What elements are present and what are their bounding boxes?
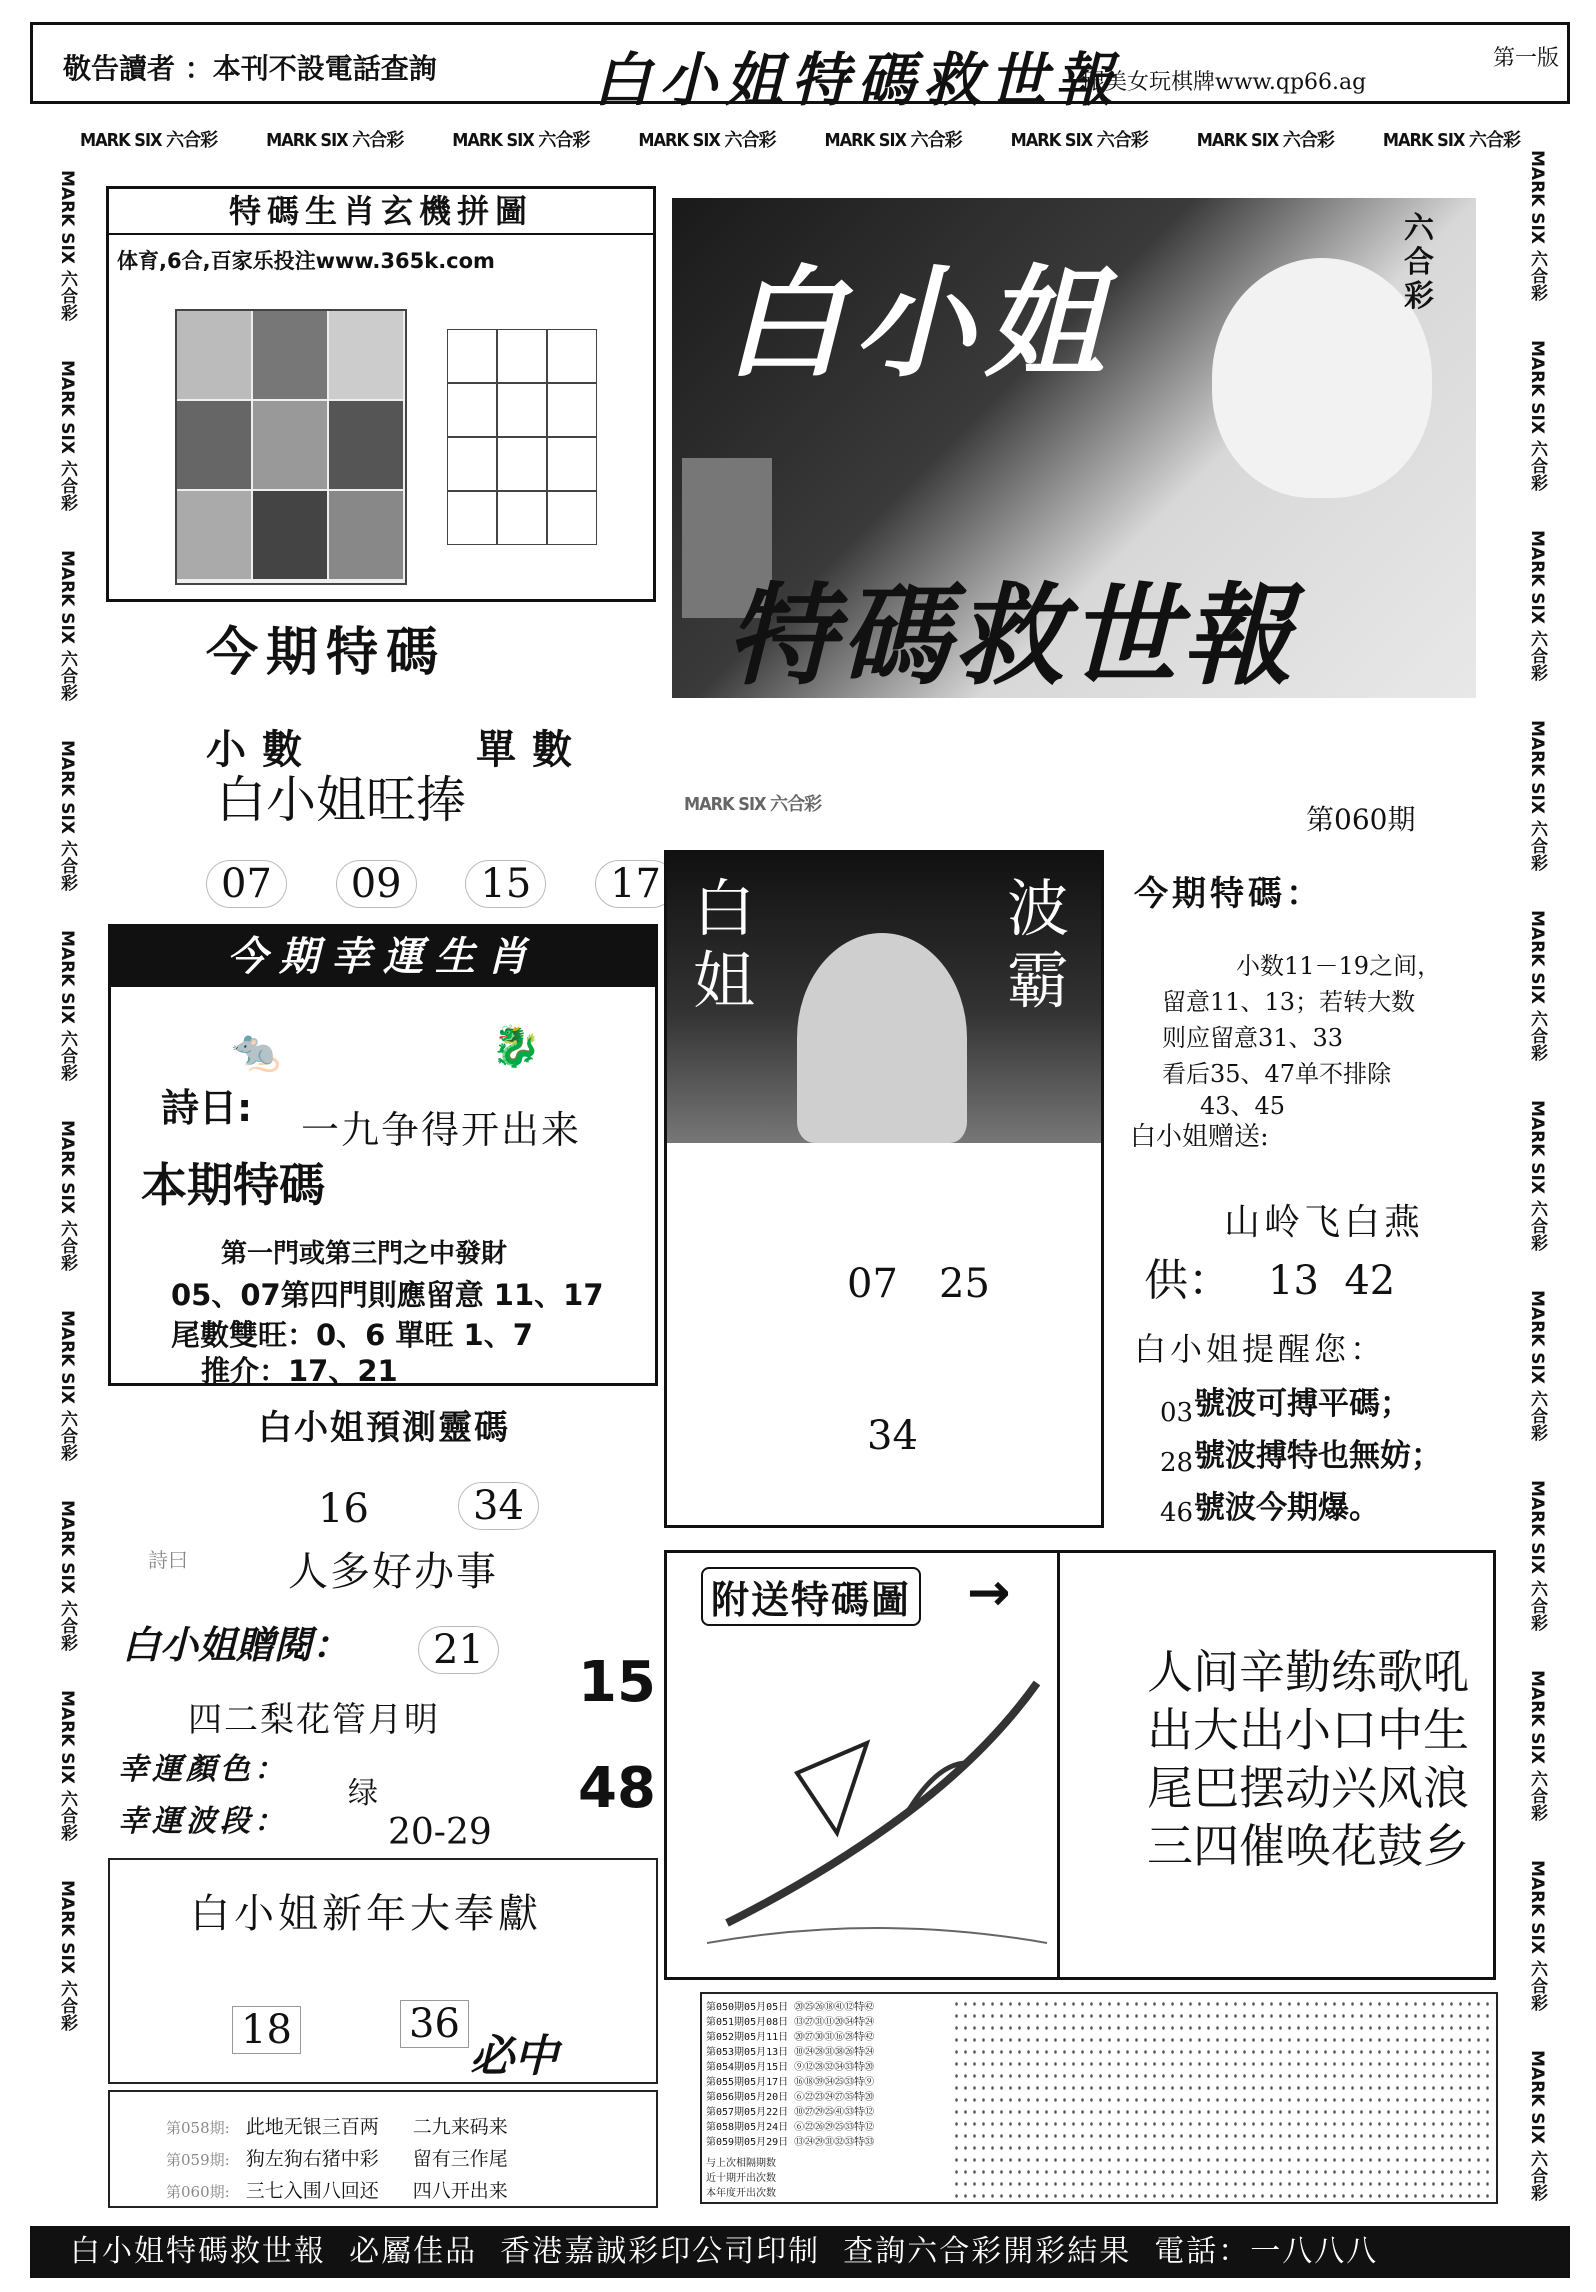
footer-text: 白小姐特碼救世報 必屬佳品 香港嘉誠彩印公司印制 查詢六合彩開彩結果 電話：一八八八 bbox=[70, 2234, 1379, 2269]
brand-mark: MARK SIX 六合彩 bbox=[452, 130, 590, 151]
attached-drawing bbox=[707, 1643, 1047, 1953]
lucky-zodiac-header bbox=[111, 927, 655, 987]
newyear-box bbox=[108, 1858, 658, 2084]
brand-mark-vertical: MARK SIX 六合彩 bbox=[57, 930, 77, 1081]
left-brand-column bbox=[40, 170, 84, 2130]
brand-mark-vertical: MARK SIX 六合彩 bbox=[1527, 1290, 1547, 1441]
history-row bbox=[166, 2112, 646, 2139]
right-column bbox=[1120, 850, 1510, 1540]
branch-drawing bbox=[707, 1643, 1047, 1953]
history-issue: 第059期: bbox=[166, 2151, 230, 2169]
prediction-heading: 白小姐預測靈碼 bbox=[258, 1408, 510, 1448]
brand-mark-vertical: MARK SIX 六合彩 bbox=[1527, 1480, 1547, 1631]
prediction-number-2: 34 bbox=[458, 1482, 539, 1530]
results-row: 第058期05月24日 ⑥㉒㉖㉙㉕㉝特⑫ bbox=[706, 2122, 875, 2133]
results-dot-grid bbox=[952, 1998, 1492, 2198]
supply-numbers: 13 42 bbox=[1268, 1258, 1396, 1304]
masthead-title-top: 白小姐 bbox=[724, 255, 1114, 394]
right-line-2: 留意11、13；若转大数 bbox=[1162, 988, 1416, 1016]
right-heading: 今期特碼： bbox=[1134, 874, 1324, 914]
masthead-title-bottom: 特碼救世報 bbox=[726, 572, 1296, 698]
results-footer: 本年度开出次数 bbox=[706, 2188, 776, 2199]
results-row: 第050期05月05日 ⑳㉕㉖⑱㊶⑫特㊷ bbox=[706, 2002, 875, 2013]
brand-strip bbox=[80, 126, 1520, 156]
right-line-5: 43、45 bbox=[1200, 1092, 1286, 1120]
photo-left-text: 白姐 bbox=[693, 872, 756, 1017]
remind-number-1: 03 bbox=[1160, 1398, 1194, 1428]
results-footer: 与上次相隔期数 bbox=[706, 2158, 776, 2169]
attached-label: 附送特碼圖 bbox=[701, 1567, 921, 1626]
brand-mark-vertical: MARK SIX 六合彩 bbox=[57, 1500, 77, 1651]
brand-mark-vertical: MARK SIX 六合彩 bbox=[1527, 1670, 1547, 1821]
gift-box bbox=[108, 1600, 658, 1853]
rat-icon: 🐀 bbox=[231, 1028, 281, 1074]
brand-mark-vertical: MARK SIX 六合彩 bbox=[57, 1690, 77, 1841]
gift-number: 21 bbox=[418, 1626, 499, 1674]
brand-mark-vertical: MARK SIX 六合彩 bbox=[1527, 720, 1547, 871]
results-row: 第051期05月08日 ⑬㉗㉛⑪⑳㉞特㉔ bbox=[706, 2017, 875, 2028]
photo-number-2: 25 bbox=[939, 1261, 990, 1307]
arrow-right-icon: → bbox=[967, 1563, 1011, 1623]
lucky-color: 绿 bbox=[348, 1776, 378, 1811]
brand-mark: MARK SIX 六合彩 bbox=[824, 130, 962, 151]
brand-mark-vertical: MARK SIX 六合彩 bbox=[1527, 1860, 1547, 2011]
right-line-4: 看后35、47单不排除 bbox=[1162, 1060, 1392, 1088]
brand-mark-vertical: MARK SIX 六合彩 bbox=[57, 1880, 77, 2031]
brand-mark-vertical: MARK SIX 六合彩 bbox=[57, 1120, 77, 1271]
header-ad[interactable]: 跟美女玩棋牌www.qp66.ag bbox=[1083, 70, 1367, 95]
right-line-1: 小数11－19之间， bbox=[1236, 952, 1442, 980]
brand-mark: MARK SIX 六合彩 bbox=[80, 130, 218, 151]
history-issue: 第058期: bbox=[166, 2119, 230, 2137]
this-issue-heading: 今期特碼 bbox=[206, 623, 447, 683]
special-number: 07 bbox=[206, 860, 287, 908]
photo-panel-portrait bbox=[797, 933, 967, 1143]
brand-mark-vertical: MARK SIX 六合彩 bbox=[57, 740, 77, 891]
gift-side-2: 48 bbox=[578, 1756, 656, 1821]
prediction-number-1: 16 bbox=[318, 1486, 369, 1532]
masthead-lottery: 六合彩 bbox=[1404, 211, 1434, 314]
puzzle-box bbox=[106, 186, 656, 602]
poem-line: 人间辛勤练歌吼 bbox=[1147, 1645, 1469, 1699]
header bbox=[30, 22, 1570, 114]
masthead-portrait bbox=[1212, 258, 1432, 498]
special-number: 09 bbox=[336, 860, 417, 908]
prediction-phrase: 人多好办事 bbox=[288, 1549, 498, 1595]
brand-mark: MARK SIX 六合彩 bbox=[1196, 130, 1334, 151]
gift-side-1: 15 bbox=[578, 1650, 656, 1715]
remind-line-2: 號波搏特也無妨； bbox=[1194, 1438, 1442, 1474]
results-row: 第056期05月20日 ⑥㉒㉓㉔㉗㉟特⑳ bbox=[706, 2092, 875, 2103]
puzzle-title-bar bbox=[109, 189, 653, 235]
lucky-color-label: 幸運顏色： bbox=[118, 1752, 288, 1787]
remind-line-1: 號波可搏平碼； bbox=[1194, 1386, 1411, 1422]
poem-label: 詩日: bbox=[161, 1086, 253, 1130]
zodiac-line-3: 尾數雙旺：0、6 單旺 1、7 bbox=[171, 1318, 533, 1352]
history-a: 此地无银三百两 bbox=[245, 2116, 379, 2138]
brand-mark-vertical: MARK SIX 六合彩 bbox=[57, 550, 77, 701]
prediction-box bbox=[108, 1392, 658, 1602]
photo-panel bbox=[664, 850, 1104, 1528]
dragon-icon: 🐉 bbox=[491, 1024, 541, 1070]
puzzle-ad[interactable]: 体育,6合,百家乐投注www.365k.com bbox=[117, 249, 495, 273]
history-row bbox=[166, 2144, 646, 2171]
right-brand-column bbox=[1510, 150, 1554, 2201]
zodiac-line-4: 推介：17、21 bbox=[201, 1354, 398, 1388]
brand-mark: MARK SIX 六合彩 bbox=[1010, 130, 1148, 151]
masthead-photo bbox=[672, 198, 1476, 698]
brand-mark-vertical: MARK SIX 六合彩 bbox=[1527, 340, 1547, 491]
newyear-number-2: 36 bbox=[400, 2000, 469, 2048]
prediction-poem-label: 詩曰 bbox=[148, 1548, 188, 1572]
photo-number-1: 07 bbox=[847, 1261, 898, 1307]
history-box bbox=[108, 2090, 658, 2208]
attached-poem bbox=[1147, 1643, 1477, 1875]
results-rows bbox=[706, 1998, 956, 2199]
small-label: 小數 bbox=[206, 727, 318, 773]
puzzle-image bbox=[175, 309, 407, 585]
brand-mark-vertical: MARK SIX 六合彩 bbox=[1527, 530, 1547, 681]
newyear-number-1: 18 bbox=[232, 2006, 301, 2054]
zodiac-line-2: 05、07第四門則應留意 11、17 bbox=[171, 1278, 604, 1312]
newspaper-title: 白小姐特碼救世報 bbox=[593, 46, 1122, 114]
odd-label: 單數 bbox=[476, 727, 588, 773]
remind-number-3: 46 bbox=[1160, 1498, 1194, 1528]
lucky-zodiac-box bbox=[108, 924, 658, 1386]
supply-label: 供： bbox=[1144, 1255, 1232, 1306]
photo-number-3: 34 bbox=[867, 1413, 918, 1459]
brand-mark: MARK SIX 六合彩 bbox=[638, 130, 776, 151]
history-row bbox=[166, 2176, 646, 2203]
special-number: 17 bbox=[595, 860, 676, 908]
issue-number: 第060期 bbox=[1306, 803, 1416, 836]
history-issue: 第060期: bbox=[166, 2183, 230, 2201]
tagline: 白小姐旺捧 bbox=[216, 771, 466, 829]
remind-line-3: 號波今期爆。 bbox=[1194, 1490, 1380, 1526]
poem-line: 三四催唤花鼓乡 bbox=[1147, 1819, 1469, 1873]
lucky-zodiac-heading: 今期幸運生肖 bbox=[227, 933, 539, 980]
this-issue-numbers bbox=[206, 860, 676, 908]
sketch-grid bbox=[447, 329, 599, 547]
results-row: 第052期05月11日 ⑳㉗㉚㉛⑯㉘特㊷ bbox=[706, 2032, 875, 2043]
right-line-3: 则应留意31、33 bbox=[1162, 1024, 1344, 1052]
brand-mark-vertical: MARK SIX 六合彩 bbox=[1527, 1100, 1547, 1251]
remind-number-2: 28 bbox=[1160, 1448, 1194, 1478]
notice-text: 敬告讀者 ：本刊不設電話查詢 bbox=[63, 52, 437, 85]
history-b: 四八开出来 bbox=[412, 2180, 508, 2202]
puzzle-title: 特碼生肖玄機拼圖 bbox=[228, 192, 533, 230]
results-table bbox=[700, 1992, 1498, 2204]
results-row: 第057期05月22日 ⑩㉗㉙㉕㊶㉝特⑫ bbox=[706, 2107, 875, 2118]
poem-text: 一九争得开出来 bbox=[301, 1108, 582, 1152]
masthead-logo: MARK SIX 六合彩 bbox=[684, 794, 822, 815]
zodiac-line-1: 第一門或第三門之中發財 bbox=[221, 1239, 508, 1269]
results-row: 第054期05月15日 ⑨⑫㉘㉜㉞㉝特⑳ bbox=[706, 2062, 875, 2073]
brand-mark-vertical: MARK SIX 六合彩 bbox=[1527, 2050, 1547, 2201]
newyear-heading: 白小姐新年大奉獻 bbox=[190, 1891, 542, 1937]
attached-box bbox=[664, 1550, 1496, 1980]
edition-label: 第一版 bbox=[1493, 46, 1560, 71]
gift-phrase: 四二梨花管月明 bbox=[188, 1700, 440, 1740]
results-row: 第055期05月17日 ⑯⑱㊴㉞㉕㉝特⑨ bbox=[706, 2077, 875, 2088]
special-number: 15 bbox=[465, 860, 546, 908]
gift-sent-label: 白小姐赠送: bbox=[1130, 1122, 1269, 1152]
attached-divider bbox=[1057, 1553, 1060, 1977]
special-label: 本期特碼 bbox=[141, 1158, 325, 1212]
poem-line: 出大出小口中生 bbox=[1147, 1703, 1469, 1757]
brand-mark: MARK SIX 六合彩 bbox=[1382, 130, 1520, 151]
brand-mark-vertical: MARK SIX 六合彩 bbox=[1527, 150, 1547, 301]
results-row: 第059期05月29日 ⑬㉔㉙㉛㉜㉝特㉝ bbox=[706, 2137, 875, 2148]
brand-mark-vertical: MARK SIX 六合彩 bbox=[57, 170, 77, 321]
results-footer: 近十期开出次数 bbox=[706, 2173, 776, 2184]
remind-label: 白小姐提醒您： bbox=[1134, 1330, 1387, 1368]
photo-right-text: 波霸 bbox=[1007, 872, 1070, 1017]
brand-mark-vertical: MARK SIX 六合彩 bbox=[1527, 910, 1547, 1061]
lucky-wave: 20-29 bbox=[388, 1812, 492, 1853]
history-b: 留有三作尾 bbox=[412, 2148, 508, 2170]
gift-heading: 白小姐贈閱： bbox=[122, 1623, 351, 1667]
results-row: 第053期05月13日 ⑩㉔㉘㉛㊳㉖特㉔ bbox=[706, 2047, 875, 2058]
history-b: 二九来码来 bbox=[412, 2116, 508, 2138]
poem-line: 尾巴摆动兴风浪 bbox=[1147, 1761, 1469, 1815]
must-win-label: 必中 bbox=[470, 2031, 558, 2082]
gift-phrase-right: 山岭飞白燕 bbox=[1224, 1202, 1425, 1243]
footer-bar bbox=[30, 2226, 1570, 2278]
brand-mark: MARK SIX 六合彩 bbox=[266, 130, 404, 151]
history-a: 狗左狗右猪中彩 bbox=[245, 2148, 379, 2170]
brand-mark-vertical: MARK SIX 六合彩 bbox=[57, 360, 77, 511]
history-a: 三七入围八回还 bbox=[245, 2180, 379, 2202]
lucky-wave-label: 幸運波段： bbox=[118, 1804, 288, 1839]
this-issue-box bbox=[106, 610, 661, 920]
brand-mark-vertical: MARK SIX 六合彩 bbox=[57, 1310, 77, 1461]
